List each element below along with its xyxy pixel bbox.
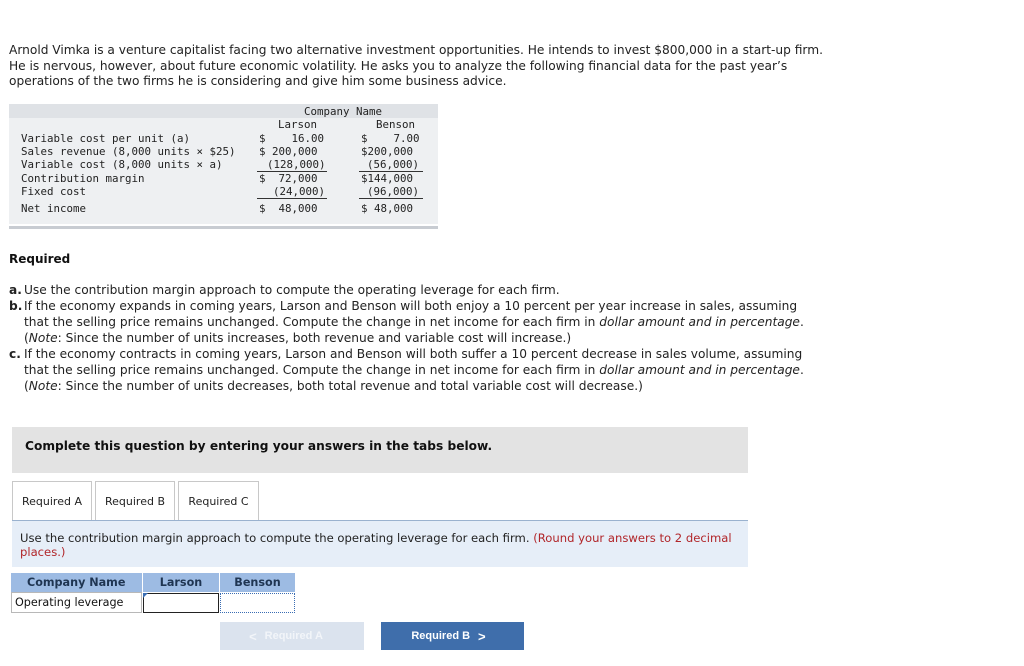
larson-value: $ 200,000 bbox=[259, 145, 318, 158]
tab-required-a[interactable]: Required A bbox=[12, 481, 92, 521]
answer-header-benson: Benson bbox=[220, 573, 295, 592]
problem-intro: Arnold Vimka is a venture capitalist facing two alternative investment opportunities. He intends to invest $800,000 in a start-up firm. He is nervous, however, about future economic volatility. He asks you to analyze the following financial data for the past year’s operations of the two firms he is considering and give him some business advice. bbox=[9, 43, 823, 88]
row-label: Sales revenue (8,000 units × $25) bbox=[21, 145, 236, 158]
company-name-header: Company Name bbox=[304, 105, 383, 118]
tab-required-c[interactable]: Required C bbox=[178, 481, 259, 521]
benson-value: (96,000) bbox=[367, 185, 420, 198]
table-bottom-rule bbox=[9, 226, 438, 229]
larson-value: $ 16.00 bbox=[259, 132, 325, 145]
complete-instructions-banner: Complete this question by entering your answers in the tabs below. bbox=[12, 427, 748, 473]
larson-operating-leverage-input[interactable] bbox=[143, 593, 219, 613]
col-header-larson: Larson bbox=[278, 118, 318, 131]
requirement-text: If the economy expands in coming years, Larson and Benson will both enjoy a 10 percent per year increase in sales, assuming that the selling price remains unchanged. Compute the change in net income for each firm in dollar amount and in percentage. (Note: Since the number of units increases, both revenue and variable cost will increase.) bbox=[24, 299, 804, 345]
input-corner-marker bbox=[143, 593, 148, 598]
larson-value: $ 72,000 bbox=[259, 172, 318, 185]
benson-value: $144,000 bbox=[361, 172, 414, 185]
requirement-tabs bbox=[12, 481, 262, 521]
previous-tab-button[interactable]: < Required A bbox=[220, 622, 364, 650]
benson-value: $ 7.00 bbox=[361, 132, 420, 145]
tab-instruction: Use the contribution margin approach to compute the operating leverage for each firm. (Round your answers to 2 decimal places.) bbox=[12, 521, 748, 567]
answer-header-company: Company Name bbox=[11, 573, 142, 592]
larson-value: (24,000) bbox=[273, 185, 326, 198]
col-header-benson: Benson bbox=[376, 118, 416, 131]
row-label: Variable cost (8,000 units × a) bbox=[21, 158, 223, 171]
answer-header-larson: Larson bbox=[143, 573, 219, 592]
benson-operating-leverage-input[interactable] bbox=[220, 593, 295, 613]
benson-value: (56,000) bbox=[367, 158, 420, 171]
row-label: Fixed cost bbox=[21, 185, 87, 198]
row-label: Contribution margin bbox=[21, 172, 145, 185]
row-label: Net income bbox=[21, 202, 87, 215]
requirement-a bbox=[9, 282, 824, 298]
tab-required-b[interactable]: Required B bbox=[95, 481, 175, 521]
requirement-marker: a. bbox=[9, 283, 22, 297]
benson-value: $200,000 bbox=[361, 145, 414, 158]
requirement-b bbox=[9, 298, 824, 346]
answer-row-label: Operating leverage bbox=[11, 592, 142, 613]
requirements-list bbox=[9, 282, 824, 394]
larson-value: (128,000) bbox=[267, 158, 326, 171]
chevron-right-icon: > bbox=[478, 628, 486, 644]
underline bbox=[359, 198, 423, 199]
rounding-note: (Round your answers to 2 decimal places.) bbox=[20, 531, 732, 559]
chevron-left-icon: < bbox=[249, 628, 257, 644]
requirement-marker: c. bbox=[9, 347, 21, 361]
next-tab-button[interactable]: Required B > bbox=[381, 622, 524, 650]
benson-value: $ 48,000 bbox=[361, 202, 414, 215]
larson-value: $ 48,000 bbox=[259, 202, 318, 215]
requirement-text: Use the contribution margin approach to compute the operating leverage for each firm. bbox=[24, 283, 560, 297]
row-label: Variable cost per unit (a) bbox=[21, 132, 191, 145]
underline bbox=[257, 198, 327, 199]
financial-data-table bbox=[9, 104, 438, 230]
requirement-text: If the economy contracts in coming years, Larson and Benson will both suffer a 10 percent decrease in sales volume, assuming that the selling price remains unchanged. Compute the change in net income for each firm in dollar amount and in percentage. (Note: Since the number of units decreases, both total revenue and total variable cost will decrease.) bbox=[24, 347, 804, 393]
requirement-c bbox=[9, 346, 824, 394]
required-heading: Required bbox=[9, 252, 71, 266]
requirement-marker: b. bbox=[9, 299, 23, 313]
